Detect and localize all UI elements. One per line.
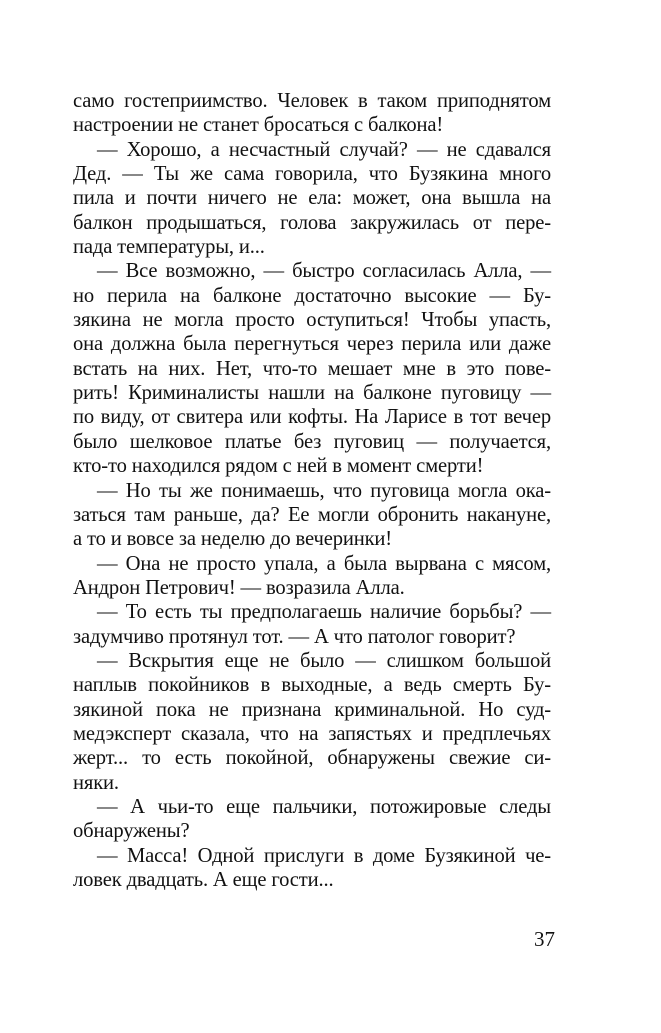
text-line: балкон продышаться, голова закружилась от пере- — [73, 211, 551, 234]
text-line: медэксперт сказала, что на запястьях и предплечьях — [73, 722, 551, 745]
text-line: Дед. — Ты же сама говорила, что Бузякина много — [73, 163, 551, 186]
text-line: — Она не просто упала, а была вырвана с мясом, — [97, 552, 551, 575]
text-line: настроении не станет бросаться с балкона! — [73, 114, 444, 137]
text-line: пила и почти ничего не ела: может, она вышла на — [73, 187, 551, 210]
text-line: а то и вовсе за неделю до вечеринки! — [73, 528, 393, 551]
body-text — [73, 89, 551, 892]
text-line: само гостеприимство. Человек в таком приподнятом — [73, 90, 551, 112]
text-line: задумчиво протянул тот. — А что патолог говорит? — [73, 625, 516, 648]
text-line: пада температуры, и... — [73, 236, 265, 259]
text-line: было шелковое платье без пуговиц — получается, — [73, 430, 551, 453]
text-line: — То есть ты предполагаешь наличие борьбы? — — [97, 601, 551, 624]
text-line: — Все возможно, — быстро согласилась Алла, — — [97, 260, 551, 283]
page-number: 37 — [534, 927, 555, 951]
text-line: рить! Криминалисты нашли на балконе пуговицу — — [73, 382, 551, 405]
text-line: зякиной пока не признана криминальной. Но суд- — [73, 698, 551, 721]
text-line: наплыв покойников в выходные, а ведь смерть Бу- — [73, 674, 551, 697]
text-line: — Вскрытия еще не было — слишком большой — [97, 649, 551, 672]
text-line: Андрон Петрович! — возразила Алла. — [73, 576, 405, 599]
text-line: но перила на балконе достаточно высокие — Бу- — [73, 284, 551, 307]
text-line: по виду, от свитера или кофты. На Ларисе в тот вечер — [73, 406, 551, 429]
text-line: — А чьи-то еще пальчики, потожировые следы — [97, 795, 551, 818]
text-line: няки. — [73, 771, 119, 794]
text-line: — Масса! Одной прислуги в доме Бузякиной че- — [97, 844, 551, 867]
text-line: зякина не могла просто оступиться! Чтобы упасть, — [73, 309, 551, 332]
text-line: обнаружены? — [73, 820, 190, 843]
text-line: она должна была перегнуться через перила или даже — [73, 333, 551, 356]
text-line: заться там раньше, да? Ее могли обронить накануне, — [73, 503, 551, 526]
text-line: — Но ты же понимаешь, что пуговица могла ока- — [97, 479, 551, 502]
text-line: ловек двадцать. А еще гости... — [73, 869, 334, 891]
text-line: кто-то находился рядом с ней в момент смерти! — [73, 455, 484, 478]
text-line: жерт... то есть покойной, обнаружены свежие си- — [73, 747, 551, 770]
text-line: встать на них. Нет, что-то мешает мне в это пове- — [73, 357, 551, 380]
text-line: — Хорошо, а несчастный случай? — не сдавался — [97, 138, 551, 161]
